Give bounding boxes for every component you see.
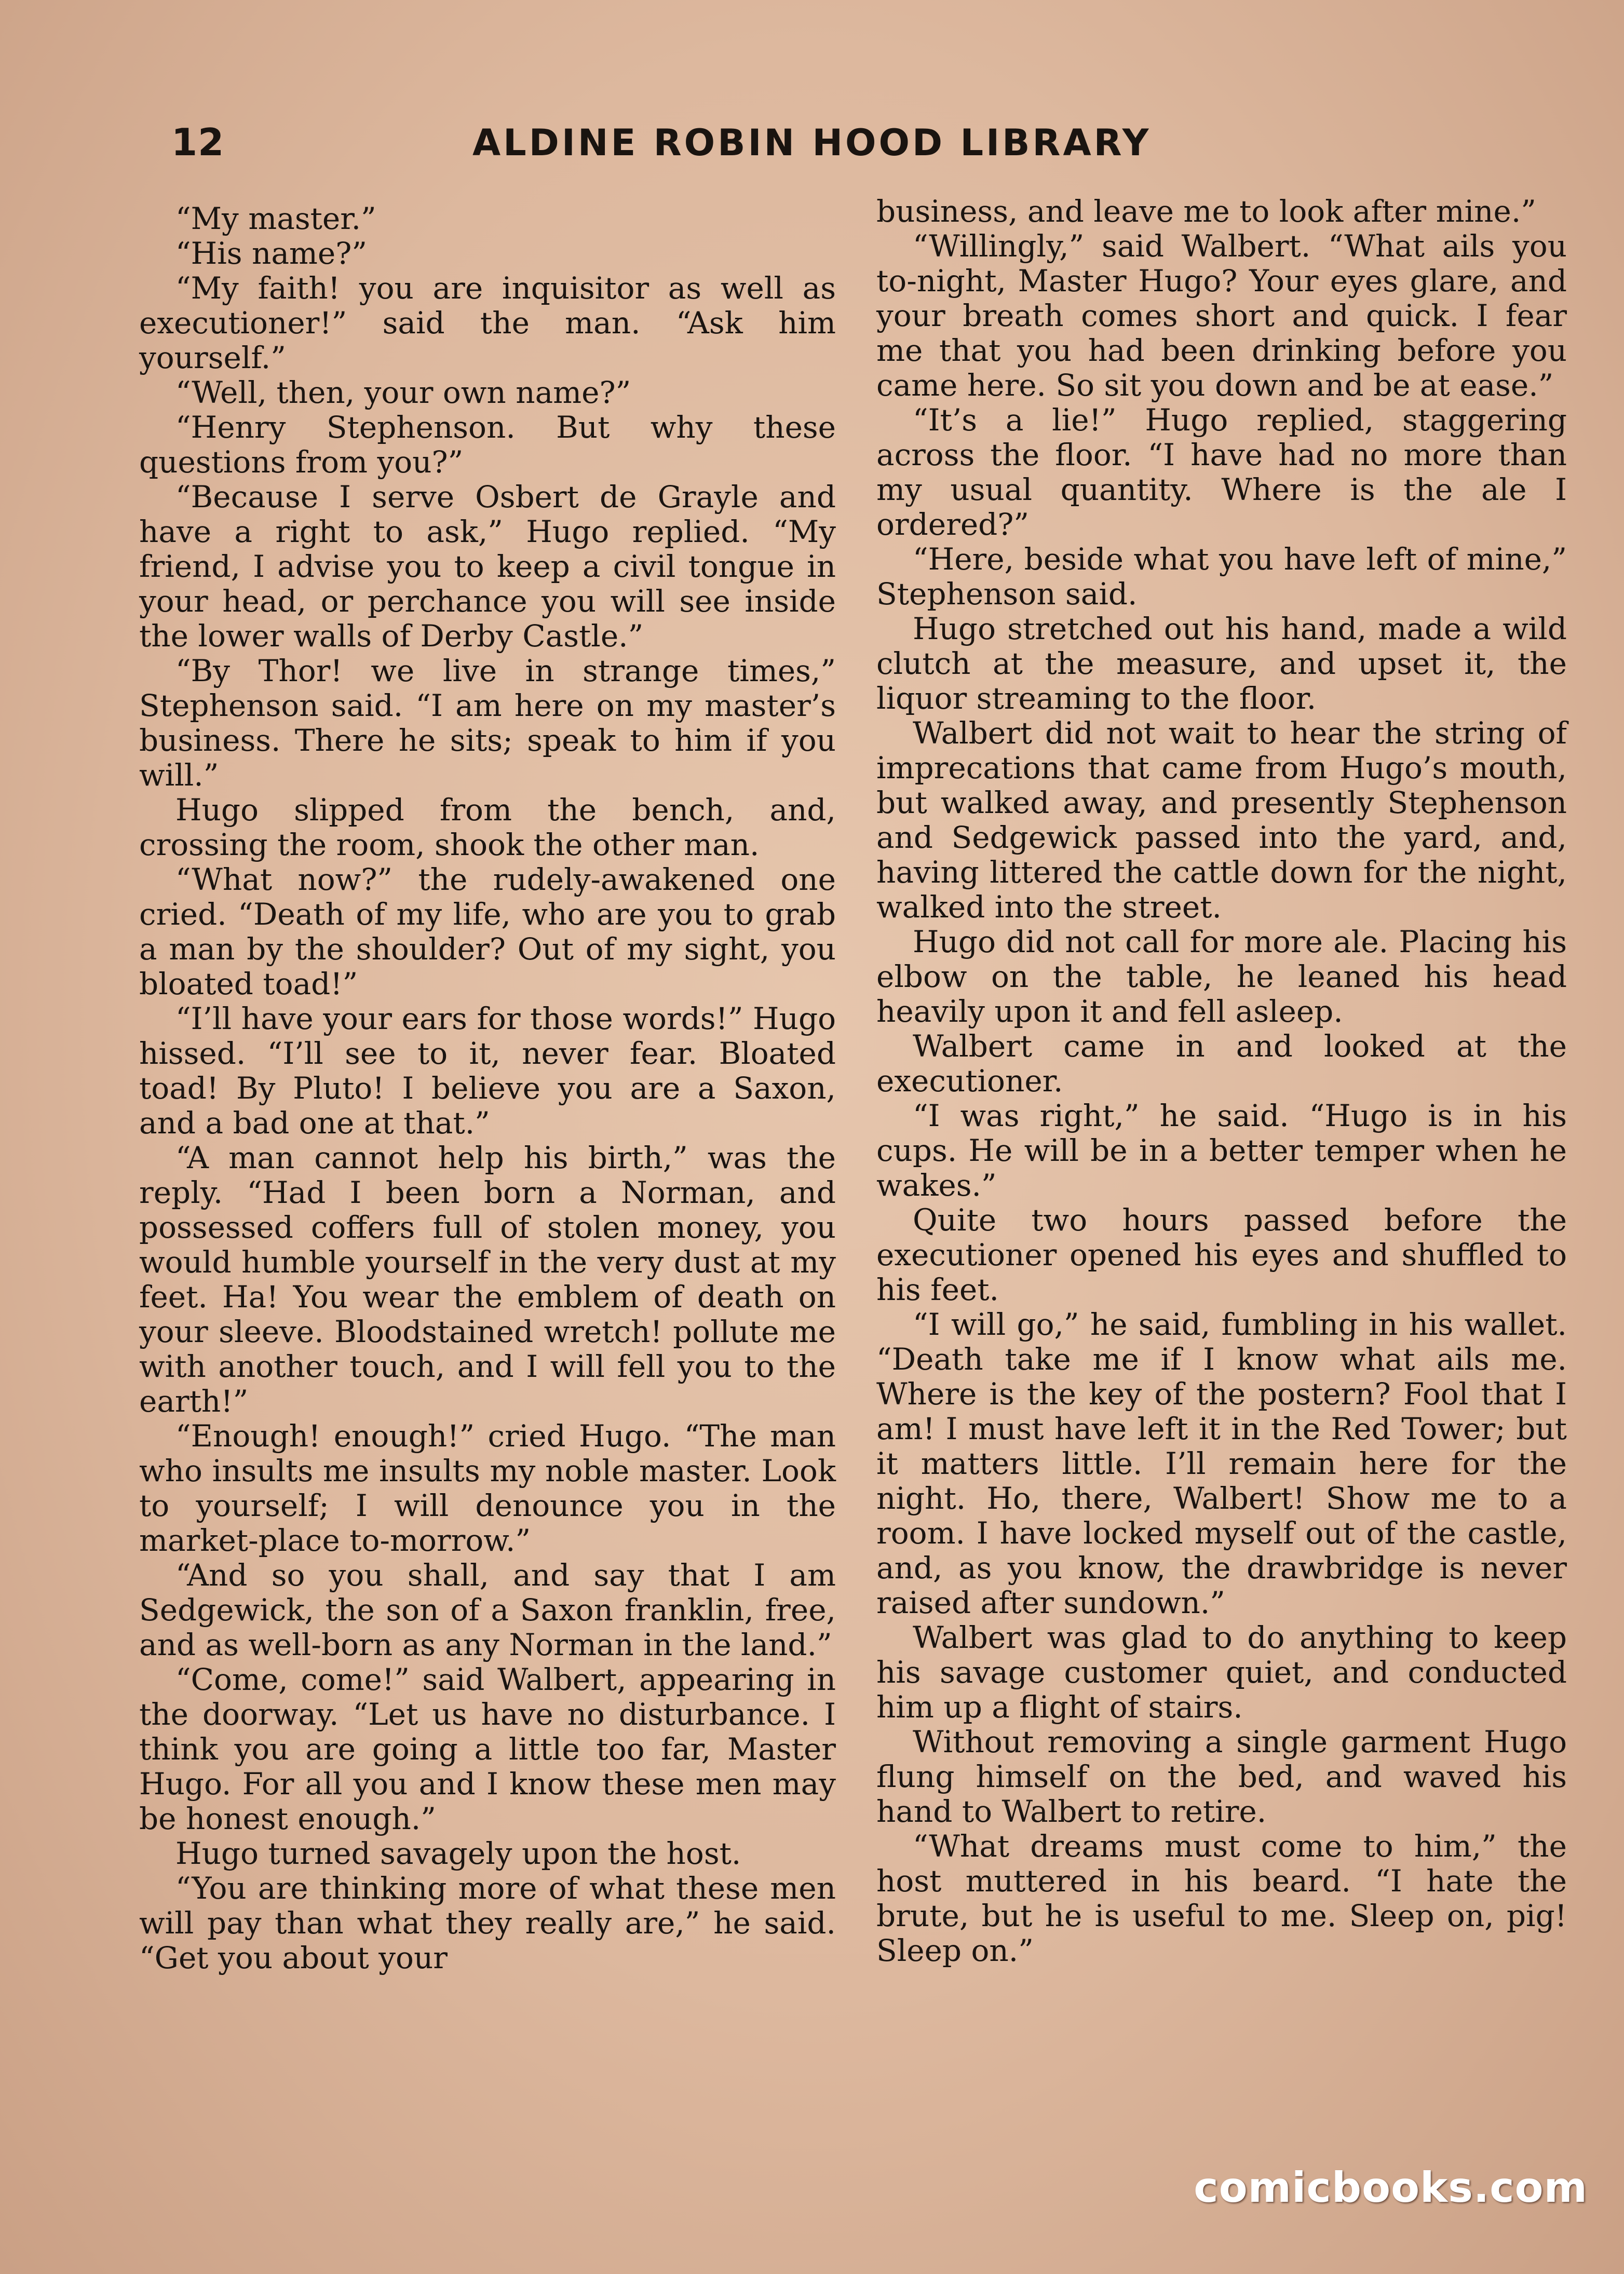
paragraph: Without removing a single garment Hugo flung himself on the bed, and waved his hand to Walbert to retire.	[876, 1724, 1567, 1829]
paragraph: “What dreams must come to him,” the host muttered in his beard. “I hate the brute, but he is useful to me. Sleep on, pig! Sleep on.”	[876, 1829, 1567, 1968]
paragraph: Hugo turned savagely upon the host.	[175, 1836, 741, 1871]
paragraph: Walbert did not wait to hear the string of imprecations that came from Hugo’s mouth, but walked away, and presently Stephenson and Sedgewick passed into the yard, and, having littered the cattle down for the night, walked into the street.	[876, 715, 1567, 925]
paragraph: “A man cannot help his birth,” was the reply. “Had I been born a Norman, and possessed coffers full of stolen money, you would humble yourself in the very dust at my feet. Ha! You wear the emblem of death on your sleeve. Bloodstained wretch! pollute me with another touch, and I will fell you to the earth!”	[139, 1140, 836, 1419]
paragraph: Hugo slipped from the bench, and, crossing the room, shook the other man.	[139, 792, 836, 862]
paragraph: “I’ll have your ears for those words!” Hugo hissed. “I’ll see to it, never fear. Bloated toad! By Pluto! I believe you are a Saxon, and a bad one at that.”	[139, 1001, 836, 1141]
paragraph: “Because I serve Osbert de Grayle and have a right to ask,” Hugo replied. “My friend, I advise you to keep a civil tongue in your head, or perchance you will see inside the lower walls of Derby Castle.”	[139, 479, 836, 654]
paragraph: “His name?”	[175, 236, 367, 271]
paragraph: “Willingly,” said Walbert. “What ails you to-night, Master Hugo? Your eyes glare, and your breath comes short and quick. I fear me that you had been drinking before you came here. So sit you down and be at ease.”	[876, 228, 1567, 403]
paragraph: “And so you shall, and say that I am Sedgewick, the son of a Saxon franklin, free, and as well-born as any Norman in the land.”	[139, 1558, 836, 1662]
paragraph: Hugo stretched out his hand, made a wild clutch at the measure, and upset it, the liquor streaming to the floor.	[876, 611, 1567, 716]
paragraph: “I was right,” he said. “Hugo is in his cups. He will be in a better temper when he wakes.”	[876, 1098, 1567, 1203]
paragraph: “Here, beside what you have left of mine,” Stephenson said.	[876, 542, 1567, 612]
paragraph: “My master.”	[175, 201, 376, 236]
left-column	[139, 201, 836, 1975]
paragraph: Quite two hours passed before the executioner opened his eyes and shuffled to his feet.	[876, 1202, 1567, 1307]
paragraph: Walbert came in and looked at the executioner.	[876, 1028, 1567, 1099]
paragraph: “Well, then, your own name?”	[175, 375, 631, 410]
paragraph: business, and leave me to look after mine.”	[876, 194, 1536, 229]
paragraph: “Henry Stephenson. But why these questions from you?”	[139, 410, 836, 480]
running-head-title: ALDINE ROBIN HOOD LIBRARY	[472, 121, 1152, 164]
page-number: 12	[171, 120, 225, 164]
paragraph: “It’s a lie!” Hugo replied, staggering across the floor. “I have had no more than my usual quantity. Where is the ale I ordered?”	[876, 402, 1567, 542]
paragraph: Walbert was glad to do anything to keep his savage customer quiet, and conducted him up a flight of stairs.	[876, 1620, 1567, 1725]
watermark-text: comicbooks.com	[1194, 2163, 1588, 2212]
paragraph: “I will go,” he said, fumbling in his wallet. “Death take me if I know what ails me. Where is the key of the postern? Fool that I am! I must have left it in the Red Tower; but it matters little. I’ll remain here for the night. Ho, there, Walbert! Show me to a room. I have locked myself out of the castle, and, as you know, the drawbridge is never raised after sundown.”	[876, 1307, 1567, 1620]
paragraph: Hugo did not call for more ale. Placing his elbow on the table, he leaned his head heavily upon it and fell asleep.	[876, 924, 1567, 1029]
paragraph: “You are thinking more of what these men will pay than what they really are,” he said. “Get you about your	[139, 1871, 836, 1975]
paragraph: “What now?” the rudely-awakened one cried. “Death of my life, who are you to grab a man by the shoulder? Out of my sight, you bloated toad!”	[139, 862, 836, 1001]
paragraph: “Enough! enough!” cried Hugo. “The man who insults me insults my noble master. Look to yourself; I will denounce you in the market-place to-morrow.”	[139, 1418, 836, 1558]
paragraph: “Come, come!” said Walbert, appearing in the doorway. “Let us have no disturbance. I think you are going a little too far, Master Hugo. For all you and I know these men may be honest enough.”	[139, 1662, 836, 1836]
right-column	[876, 194, 1567, 1968]
paragraph: “My faith! you are inquisitor as well as executioner!” said the man. “Ask him yourself.”	[139, 270, 836, 375]
paragraph: “By Thor! we live in strange times,” Stephenson said. “I am here on my master’s business. There he sits; speak to him if you will.”	[139, 653, 836, 793]
